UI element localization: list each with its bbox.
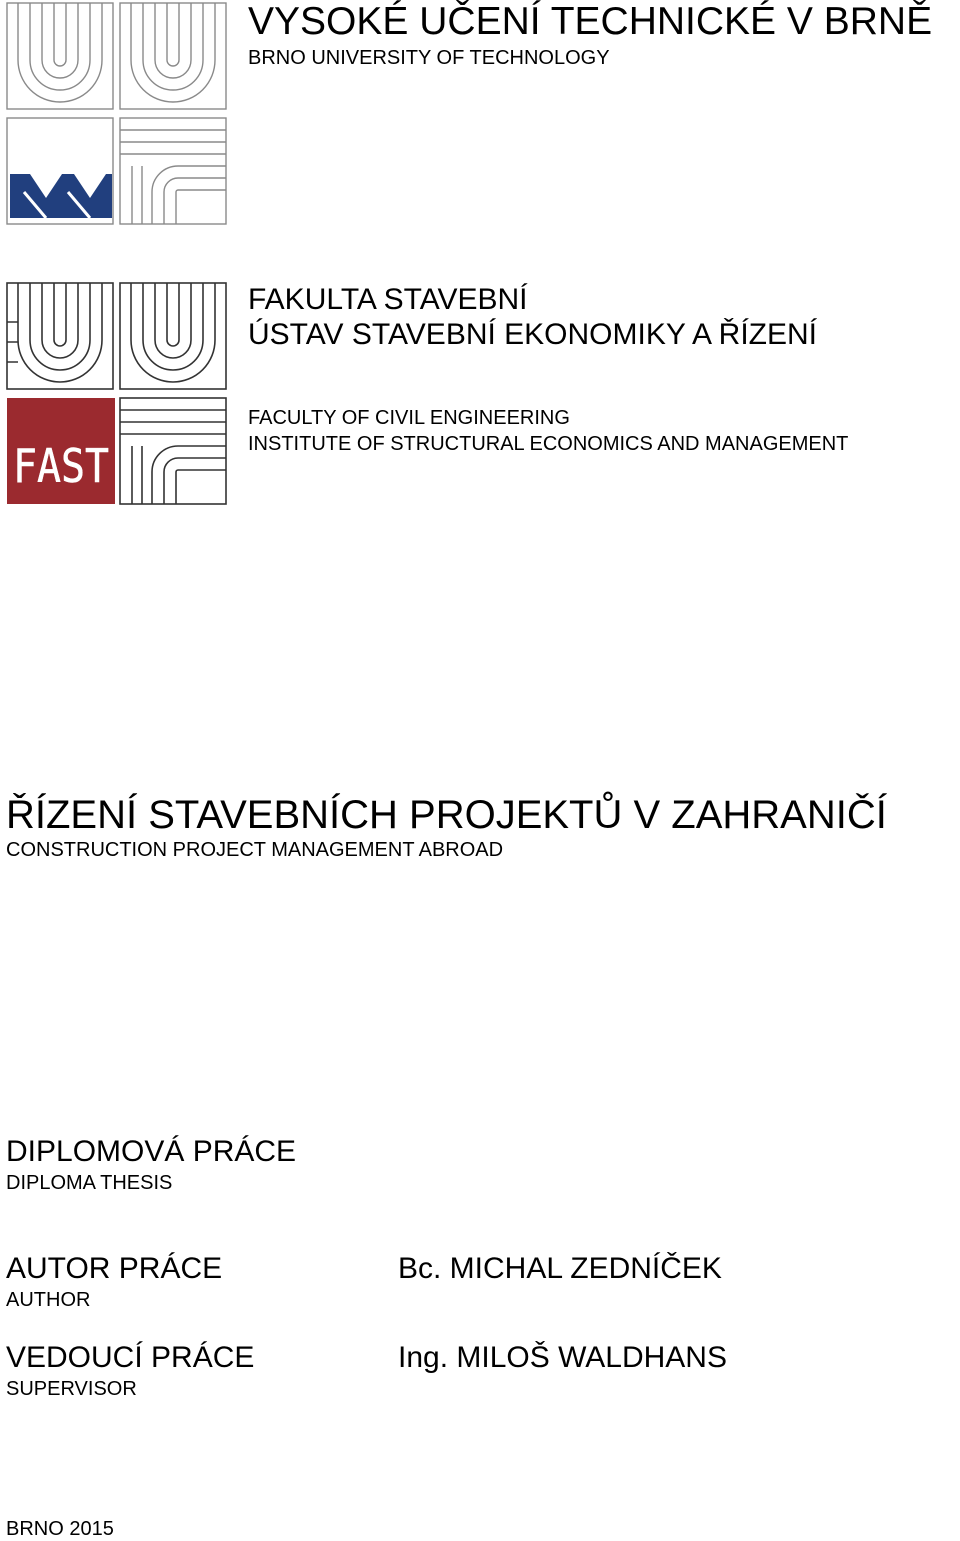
university-name-cz: VYSOKÉ UČENÍ TECHNICKÉ V BRNĚ (248, 0, 933, 43)
supervisor-label-en: SUPERVISOR (6, 1378, 137, 1400)
thesis-title-en: CONSTRUCTION PROJECT MANAGEMENT ABROAD (6, 839, 504, 861)
thesis-type-en: DIPLOMA THESIS (6, 1172, 173, 1194)
university-name-en: BRNO UNIVERSITY OF TECHNOLOGY (248, 47, 610, 69)
thesis-title-cz: ŘÍZENÍ STAVEBNÍCH PROJEKTŮ V ZAHRANIČÍ (6, 793, 887, 837)
supervisor-label-cz: VEDOUCÍ PRÁCE (6, 1341, 255, 1374)
faculty-name-en: FACULTY OF CIVIL ENGINEERING (248, 407, 570, 429)
institute-name-cz: ÚSTAV STAVEBNÍ EKONOMIKY A ŘÍZENÍ (248, 318, 818, 351)
university-logo (6, 2, 228, 226)
author-label-cz: AUTOR PRÁCE (6, 1252, 223, 1285)
author-name: Bc. MICHAL ZEDNÍČEK (398, 1252, 722, 1285)
vut-wave-mark (10, 174, 112, 218)
supervisor-name: Ing. MILOŠ WALDHANS (398, 1341, 727, 1374)
author-label-en: AUTHOR (6, 1289, 91, 1311)
faculty-logo (6, 282, 228, 506)
place-year: BRNO 2015 (6, 1518, 114, 1540)
fast-logo-text: FAST (13, 439, 109, 493)
faculty-name-cz: FAKULTA STAVEBNÍ (248, 283, 528, 316)
institute-name-en: INSTITUTE OF STRUCTURAL ECONOMICS AND MANAGEMENT (248, 433, 849, 455)
thesis-type-cz: DIPLOMOVÁ PRÁCE (6, 1135, 297, 1168)
